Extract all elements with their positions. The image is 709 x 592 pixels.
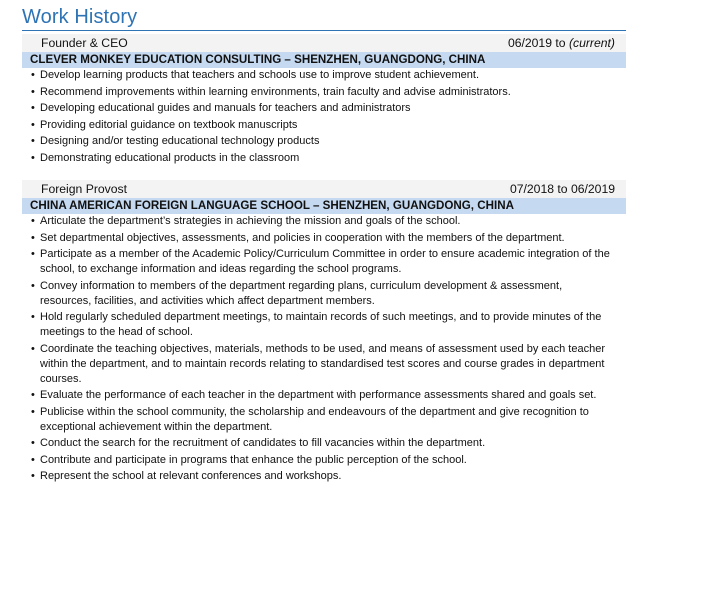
list-item — [22, 85, 612, 100]
list-item — [22, 405, 612, 435]
list-item-text: Evaluate the performance of each teacher in the department with performance assessments shared and goals set. — [40, 389, 597, 401]
company-name: CLEVER MONKEY EDUCATION CONSULTING – SHENZHEN, GUANGDONG, CHINA — [22, 52, 626, 68]
list-item-text: Recommend improvements within learning environments, train faculty and advise administrators. — [40, 85, 511, 98]
list-item — [22, 151, 612, 166]
bullet-icon: • — [31, 405, 35, 418]
job-dates — [508, 34, 615, 52]
list-item — [22, 310, 612, 340]
list-item — [22, 101, 612, 116]
list-item — [22, 118, 612, 133]
bullet-icon: • — [31, 470, 35, 482]
section-divider — [22, 30, 626, 31]
bullet-icon: • — [31, 231, 35, 244]
list-item — [22, 453, 612, 468]
job-dates — [510, 180, 615, 198]
list-item — [22, 214, 612, 229]
list-item — [22, 436, 612, 451]
bullet-icon: • — [31, 135, 35, 147]
bullet-icon: • — [31, 102, 35, 114]
bullet-icon: • — [31, 69, 35, 81]
job-title: Founder & CEO — [41, 36, 128, 50]
list-item-text: Contribute and participate in programs that enhance the public perception of the school. — [40, 453, 467, 466]
bullet-icon: • — [31, 118, 35, 131]
bullet-icon: • — [31, 151, 35, 164]
bullet-icon: • — [31, 215, 35, 227]
list-item-text: Convey information to members of the department regarding plans, curriculum development & assessment, resources, facilities, and activities which affect department members. — [40, 279, 563, 307]
list-item — [22, 388, 612, 403]
job-dates-start: 07/2018 to 06/2019 — [509, 182, 615, 196]
bullet-icon: • — [31, 437, 35, 449]
list-item — [22, 68, 612, 83]
list-item — [22, 231, 612, 246]
section-title: Work History — [22, 6, 138, 28]
list-item-text: Conduct the search for the recruitment of candidates to fill vacancies within the department. — [40, 437, 486, 449]
list-item-text: Providing editorial guidance on textbook manuscripts — [40, 118, 298, 131]
list-item — [22, 342, 612, 387]
job-entry — [22, 180, 626, 484]
responsibilities-list — [22, 214, 626, 484]
job-dates-end: (current) — [568, 36, 615, 50]
list-item — [22, 134, 612, 149]
list-item — [22, 247, 612, 277]
bullet-icon: • — [31, 311, 35, 323]
list-item-text: Coordinate the teaching objectives, materials, methods to be used, and means of assessment used by each teacher within the department, and to maintain records relating to standardised test scores and course grades in department courses. — [40, 342, 605, 385]
bullet-icon: • — [31, 389, 35, 401]
job-title: Foreign Provost — [41, 182, 128, 196]
list-item-text: Hold regularly scheduled department meetings, to maintain records of such meetings, and to provide minutes of the meetings to the head of school. — [40, 311, 602, 338]
list-item — [22, 279, 612, 309]
list-item-text: Develop learning products that teachers and schools use to improve student achievement. — [40, 69, 480, 81]
list-item-text: Participate as a member of the Academic Policy/Curriculum Committee in order to ensure academic integration of the school, to exchange information and ideas regarding the school programs. — [40, 248, 610, 275]
list-item-text: Demonstrating educational products in the classroom — [40, 151, 300, 164]
list-item-text: Designing and/or testing educational technology products — [40, 135, 320, 147]
job-entry — [22, 34, 626, 166]
responsibilities-list — [22, 68, 626, 166]
list-item-text: Articulate the department’s strategies in achieving the mission and goals of the school. — [40, 215, 461, 227]
bullet-icon: • — [31, 248, 35, 260]
bullet-icon: • — [31, 453, 35, 466]
bullet-icon: • — [31, 279, 35, 292]
list-item-text: Publicise within the school community, the scholarship and endeavours of the department and give recognition to exceptional achievement within the department. — [40, 405, 589, 433]
list-item-text: Represent the school at relevant conferences and workshops. — [40, 470, 342, 482]
bullet-icon: • — [31, 342, 35, 355]
job-header — [22, 180, 626, 198]
list-item — [22, 469, 612, 484]
job-dates-start: 06/2019 to — [507, 36, 569, 50]
list-item-text: Set departmental objectives, assessments, and policies in cooperation with the members of the department. — [40, 231, 565, 244]
bullet-icon: • — [31, 85, 35, 98]
job-header — [22, 34, 626, 52]
company-name: CHINA AMERICAN FOREIGN LANGUAGE SCHOOL – SHENZHEN, GUANGDONG, CHINA — [22, 198, 626, 214]
list-item-text: Developing educational guides and manuals for teachers and administrators — [40, 102, 411, 114]
